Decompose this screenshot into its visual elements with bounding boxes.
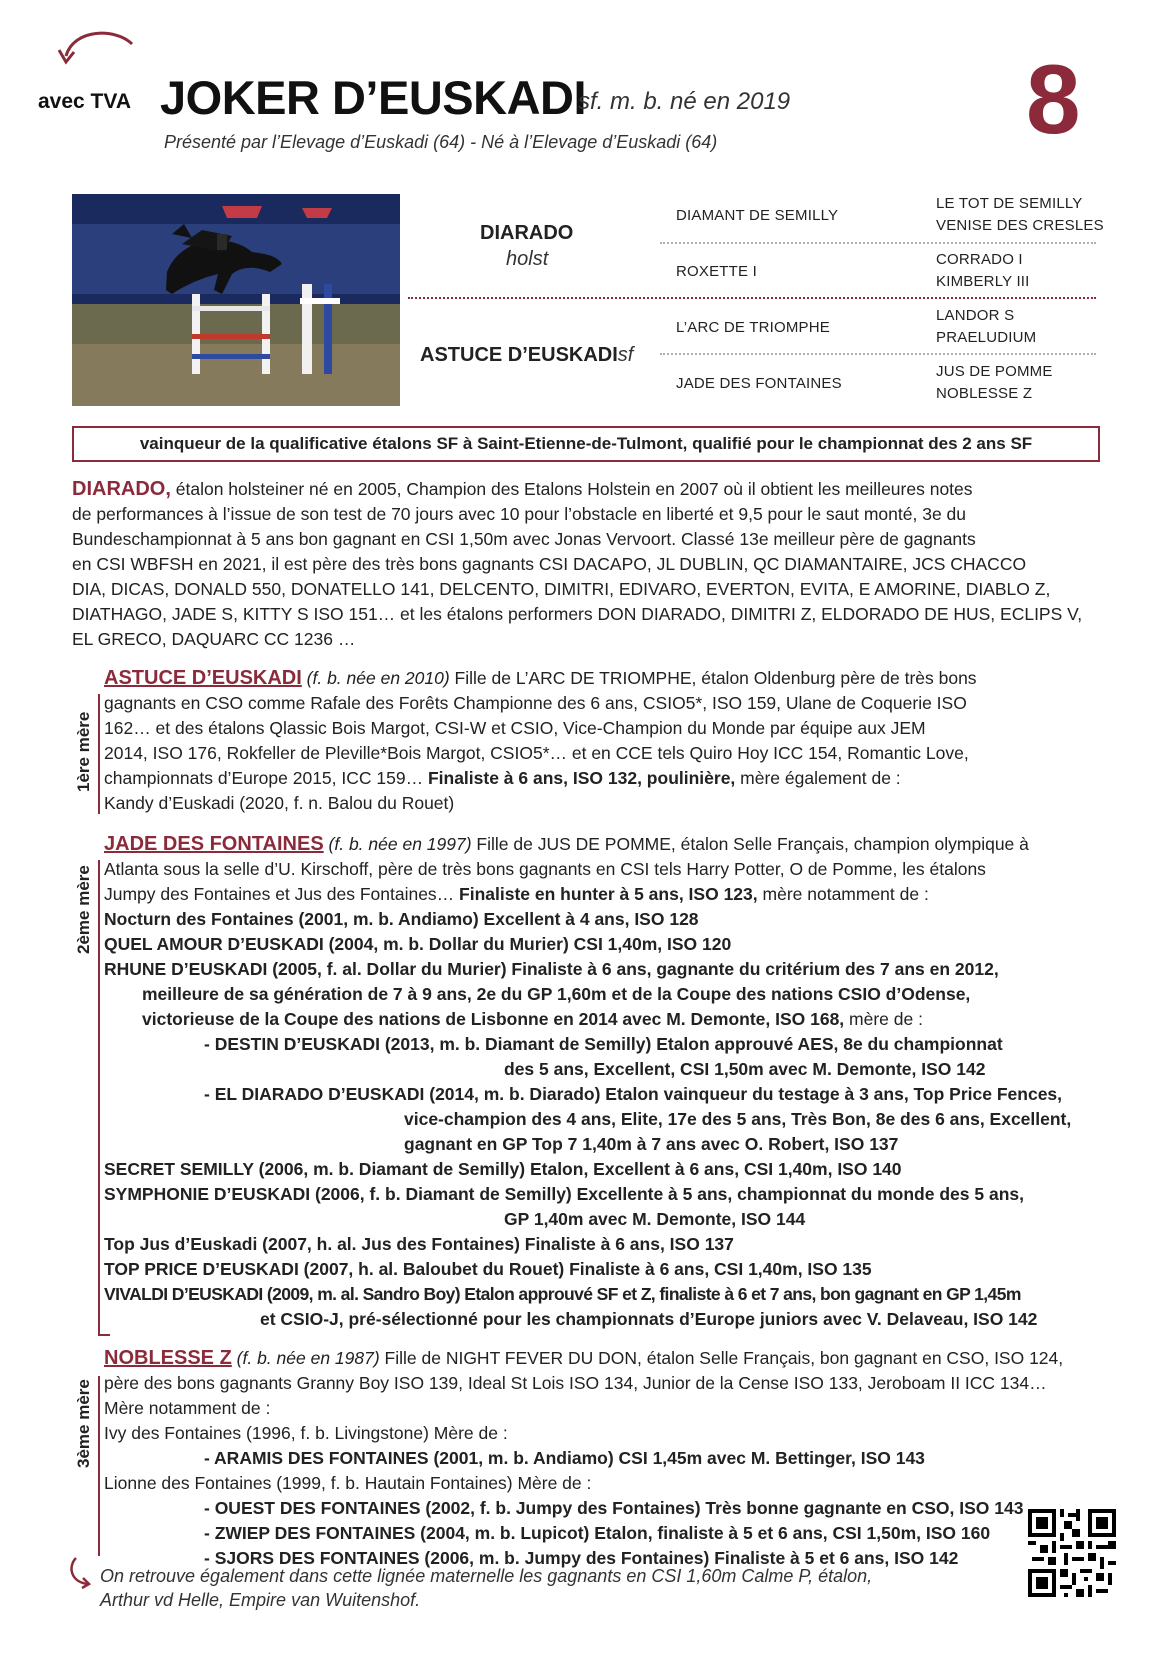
sire-name: DIARADO: [480, 222, 574, 244]
mere-2-offspring: SECRET SEMILLY (2006, m. b. Diamant de Semilly) Etalon, Excellent à 6 ans, CSI 1,40m, ISO 140: [104, 1159, 902, 1179]
pedigree-divider: [660, 353, 1096, 355]
dam-name: ASTUCE D’EUSKADIsf: [420, 344, 634, 366]
horse-subtitle: sf. m. b. né en 2019: [578, 88, 791, 115]
mere-2-grand-offspring: vice-champion des 4 ans, Elite, 17e des 5 ans, Très Bon, 8e des 6 ans, Excellent,: [404, 1109, 1072, 1129]
gg-4: KIMBERLY III: [936, 273, 1030, 290]
gg-6: PRAELUDIUM: [936, 329, 1037, 346]
mere-2-heading: JADE DES FONTAINES (f. b. née en 1997) Fille de JUS DE POMME, étalon Selle Français, champion olympique à: [104, 833, 1029, 855]
sire-sire: DIAMANT DE SEMILLY: [676, 207, 839, 224]
mere-1-line: championnats d’Europe 2015, ICC 159… Finaliste à 6 ans, ISO 132, poulinière, mère également de :: [104, 768, 901, 788]
mere-1-label: 1ère mère: [74, 711, 93, 792]
sire-description: DIARADO, étalon holsteiner né en 2005, Champion des Etalons Holstein en 2007 où il obtient les meilleures notes de performances à l’issue de son test de 70 jours avec 10 pour l’obstacle en liberté et 9,5 pour le saut monté, 3e du Bundeschampionnat à 5 ans bon gagnant en CSI 1,50m avec Jonas Vervoort. Classé 13e meilleur père de gagnants en CSI WBFSH en 2021, il est père des très bons gagnants CSI DACAPO, JL DUBLIN, QC DIAMANTAIRE, JCS CHACCO DIA, DICAS, DONALD 550, DONATELLO 141, DELCENTO, DIMITRI, EDIVARO, EVERTON, EVITA, E AMORINE, DIABLO Z, DIATHAGO, JADE S, KITTY S ISO 151… et les étalons performers DON DIARADO, DIMITRI Z, ELDORADO DE HUS, ECLIPS V, EL GRECO, DAQUARC CC 1236 …: [72, 478, 1083, 649]
mere-3-label: 3ème mère: [74, 1379, 93, 1468]
gg-2: VENISE DES CRESLES: [936, 217, 1104, 234]
section-bar-end: [98, 1334, 110, 1336]
lot-number: 8: [1026, 44, 1081, 154]
mere-2-grand-offspring: des 5 ans, Excellent, CSI 1,50m avec M. Demonte, ISO 142: [504, 1059, 986, 1079]
mere-2-grand-offspring: - EL DIARADO D’EUSKADI (2014, m. b. Diarado) Etalon vainqueur du testage à 3 ans, Top Price Fences,: [204, 1084, 1063, 1104]
footer-note: On retrouve également dans cette lignée maternelle les gagnants en CSI 1,60m Calme P, étalon, Arthur vd Helle, Empire van Wuitenshof.: [100, 1566, 873, 1610]
mere-2-line: Atlanta sous la selle d’U. Kirschoff, père de très bons gagnants en CSI tels Harry Potter, O de Pomme, les étalons: [104, 859, 986, 879]
mere-2-offspring: TOP PRICE D’EUSKADI (2007, h. al. Baloubet du Rouet) Finaliste à 6 ans, CSI 1,40m, ISO 135: [104, 1259, 872, 1279]
gg-7: JUS DE POMME: [936, 363, 1053, 380]
mere-3-offspring: - ARAMIS DES FONTAINES (2001, m. b. Andiamo) CSI 1,45m avec M. Bettinger, ISO 143: [204, 1448, 925, 1468]
mere-3-heading: NOBLESSE Z (f. b. née en 1987) Fille de NIGHT FEVER DU DON, étalon Selle Français, bon gagnant en CSO, ISO 124,: [104, 1347, 1064, 1369]
dam-dam: JADE DES FONTAINES: [676, 375, 842, 392]
mere-2-offspring: VIVALDI D’EUSKADI (2009, m. al. Sandro Boy) Etalon approuvé SF et Z, finaliste à 6 et 7 ans, bon gagnant en GP 1,45m: [104, 1284, 1021, 1304]
gg-8: NOBLESSE Z: [936, 385, 1033, 402]
mere-3-line: Lionne des Fontaines (1999, f. b. Hautain Fontaines) Mère de :: [104, 1473, 592, 1493]
horse-name: JOKER D’EUSKADI: [160, 71, 587, 124]
sire-dam: ROXETTE I: [676, 263, 757, 280]
mere-1-line: 2014, ISO 176, Rokfeller de Pleville*Bois Margot, CSIO5*… et en CCE tels Quiro Hoy ICC 154, Romantic Love,: [104, 743, 969, 763]
horse-photo: [72, 194, 400, 406]
section-bar: [98, 694, 100, 814]
mere-3-offspring: - ZWIEP DES FONTAINES (2004, m. b. Lupicot) Etalon, finaliste à 5 et 6 ans, CSI 1,50m, ISO 160: [204, 1523, 991, 1543]
mere-1-heading: ASTUCE D’EUSKADI (f. b. née en 2010) Fille de L’ARC DE TRIOMPHE, étalon Oldenburg père de très bons: [104, 667, 977, 689]
mere-2-offspring: meilleure de sa génération de 7 à 9 ans, 2e du GP 1,60m et de la Coupe des nations CSIO d’Odense,: [142, 984, 971, 1004]
curved-arrow-icon: [58, 30, 138, 82]
mere-3-line: Ivy des Fontaines (1996, f. b. Livingstone) Mère de :: [104, 1423, 508, 1443]
pedigree-divider-main: [408, 297, 1096, 299]
mere-2-offspring: RHUNE D’EUSKADI (2005, f. al. Dollar du Murier) Finaliste à 6 ans, gagnante du critérium des 7 ans en 2012,: [104, 959, 999, 979]
mere-2-offspring: GP 1,40m avec M. Demonte, ISO 144: [504, 1209, 806, 1229]
mere-1-line: gagnants en CSO comme Rafale des Forêts Championne des 6 ans, CSIO5*, ISO 159, Ulane de Coquerie ISO: [104, 693, 967, 713]
mere-2-grand-offspring: - DESTIN D’EUSKADI (2013, m. b. Diamant de Semilly) Etalon approuvé AES, 8e du championnat: [204, 1034, 1003, 1054]
mere-3-offspring: - SJORS DES FONTAINES (2006, m. b. Jumpy des Fontaines) Finaliste à 5 et 6 ans, ISO 142: [204, 1548, 959, 1568]
mere-2-offspring: Nocturn des Fontaines (2001, m. b. Andiamo) Excellent à 4 ans, ISO 128: [104, 909, 699, 929]
section-bar: [98, 1376, 100, 1556]
qr-code-icon[interactable]: [1028, 1508, 1116, 1598]
gg-1: LE TOT DE SEMILLY: [936, 195, 1083, 212]
mere-2-offspring: victorieuse de la Coupe des nations de Lisbonne en 2014 avec M. Demonte, ISO 168, mère de :: [142, 1009, 923, 1029]
sire-title: DIARADO,: [72, 478, 171, 500]
mere-1-line: 162… et des étalons Qlassic Bois Margot, CSI-W et CSIO, Vice-Champion du Monde par équipe aux JEM: [104, 718, 926, 738]
mere-1-line: Kandy d’Euskadi (2020, f. n. Balou du Rouet): [104, 793, 455, 813]
presented-by: Présenté par l’Elevage d’Euskadi (64) - Né à l’Elevage d’Euskadi (64): [164, 132, 718, 152]
mere-2-line: Jumpy des Fontaines et Jus des Fontaines… Finaliste en hunter à 5 ans, ISO 123, mère notamment de :: [104, 884, 929, 904]
dam-sire: L’ARC DE TRIOMPHE: [676, 319, 830, 336]
mere-2-offspring: et CSIO-J, pré-sélectionné pour les championnats d’Europe juniors avec V. Delaveau, ISO 142: [260, 1309, 1038, 1329]
gg-3: CORRADO I: [936, 251, 1023, 268]
pedigree-divider: [660, 242, 1096, 244]
section-bar: [98, 860, 100, 1336]
mere-2-offspring: SYMPHONIE D’EUSKADI (2006, f. b. Diamant de Semilly) Excellente à 5 ans, championnat du monde des 5 ans,: [104, 1184, 1024, 1204]
gg-5: LANDOR S: [936, 307, 1015, 324]
mere-2-grand-offspring: gagnant en GP Top 7 1,40m à 7 ans avec O. Robert, ISO 137: [404, 1134, 899, 1154]
mere-2-offspring: Top Jus d’Euskadi (2007, h. al. Jus des Fontaines) Finaliste à 6 ans, ISO 137: [104, 1234, 734, 1254]
mere-3-line: Mère notamment de :: [104, 1398, 271, 1418]
curved-arrow-icon: [66, 1556, 94, 1590]
sire-stud: holst: [506, 248, 549, 270]
mere-2-offspring: QUEL AMOUR D’EUSKADI (2004, m. b. Dollar du Murier) CSI 1,40m, ISO 120: [104, 934, 732, 954]
achievement-banner: vainqueur de la qualificative étalons SF à Saint-Etienne-de-Tulmont, qualifié pour le championnat des 2 ans SF: [72, 426, 1100, 462]
mere-3-offspring: - OUEST DES FONTAINES (2002, f. b. Jumpy des Fontaines) Très bonne gagnante en CSO, ISO 143: [204, 1498, 1024, 1518]
tva-label: avec TVA: [38, 90, 131, 113]
mere-3-line: père des bons gagnants Granny Boy ISO 139, Ideal St Lois ISO 134, Junior de la Cense ISO 133, Jeroboam II ICC 134…: [104, 1373, 1047, 1393]
mere-2-label: 2ème mère: [74, 865, 93, 954]
